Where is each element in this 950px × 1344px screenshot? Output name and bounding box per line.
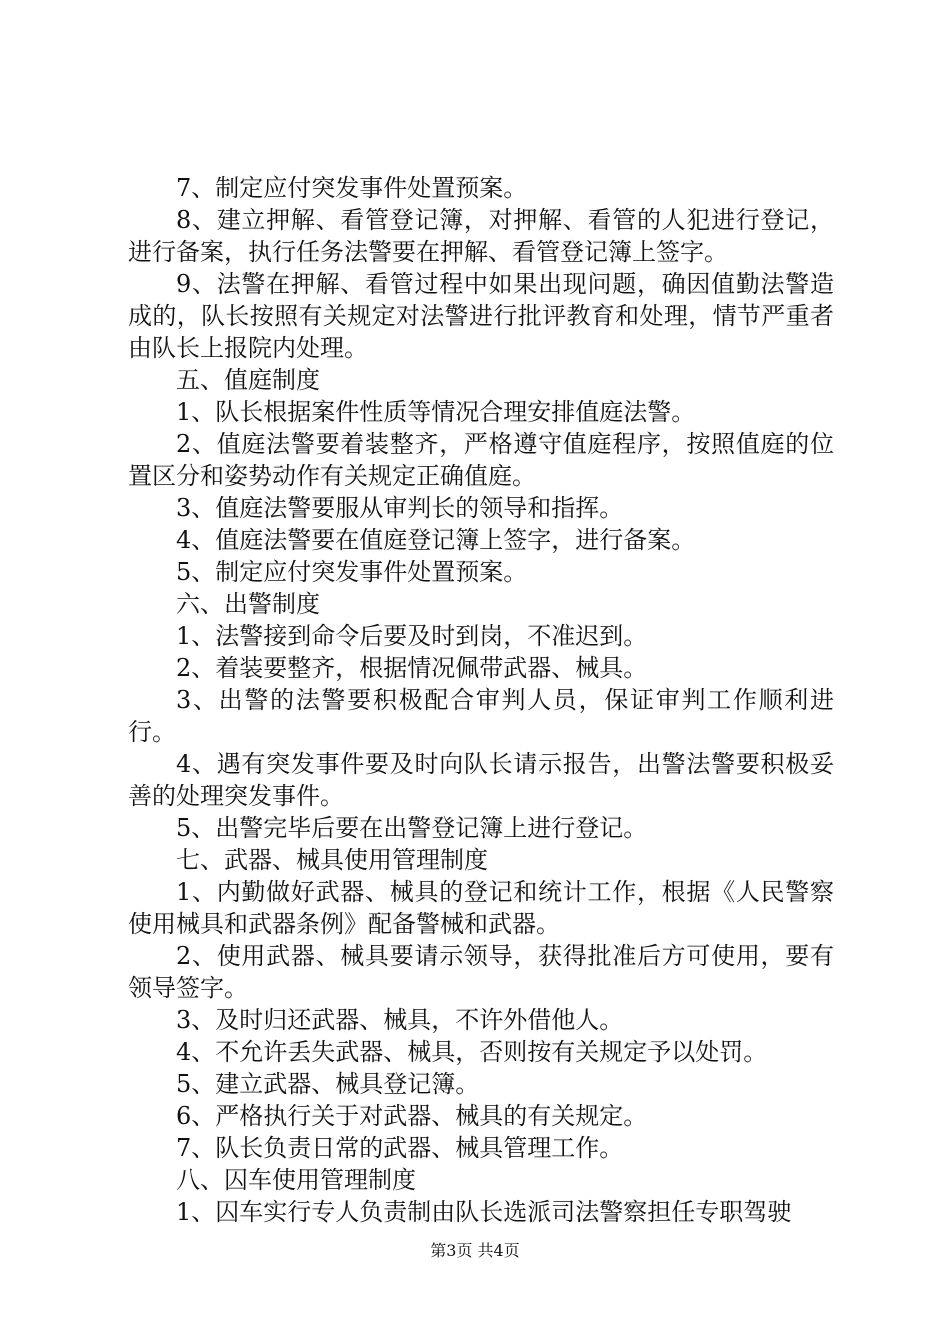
paragraph: 1、队长根据案件性质等情况合理安排值庭法警。	[176, 398, 696, 426]
section-heading: 六、出警制度	[176, 590, 320, 618]
paragraph: 5、出警完毕后要在出警登记簿上进行登记。	[176, 814, 648, 842]
paragraph: 3、值庭法警要服从审判长的领导和指挥。	[176, 494, 624, 522]
paragraph: 8、建立押解、看管登记簿，对押解、看管的人犯进行登记，进行备案，执行任务法警要在押解、看管登记簿上签字。	[128, 206, 834, 266]
paragraph: 3、出警的法警要积极配合审判人员，保证审判工作顺利进行。	[128, 686, 834, 746]
paragraph: 4、不允许丢失武器、械具，否则按有关规定予以处罚。	[176, 1038, 768, 1066]
document-body	[128, 172, 834, 1228]
paragraph: 2、着装要整齐，根据情况佩带武器、械具。	[176, 654, 648, 682]
paragraph: 7、队长负责日常的武器、械具管理工作。	[176, 1134, 624, 1162]
paragraph: 5、建立武器、械具登记簿。	[176, 1070, 480, 1098]
paragraph: 4、值庭法警要在值庭登记簿上签字，进行备案。	[176, 526, 696, 554]
section-heading: 八、囚车使用管理制度	[176, 1166, 416, 1194]
paragraph: 4、遇有突发事件要及时向队长请示报告，出警法警要积极妥善的处理突发事件。	[128, 750, 834, 810]
section-heading: 七、武器、械具使用管理制度	[176, 846, 488, 874]
paragraph: 5、制定应付突发事件处置预案。	[176, 558, 528, 586]
paragraph: 9、法警在押解、看管过程中如果出现问题，确因值勤法警造成的，队长按照有关规定对法警进行批评教育和处理，情节严重者由队长上报院内处理。	[128, 270, 834, 362]
page-footer: 第3页 共4页	[430, 1241, 520, 1260]
paragraph: 1、囚车实行专人负责制由队长选派司法警察担任专职驾驶	[176, 1198, 792, 1226]
section-heading: 五、值庭制度	[176, 366, 320, 394]
paragraph: 2、值庭法警要着装整齐，严格遵守值庭程序，按照值庭的位置区分和姿势动作有关规定正确值庭。	[128, 430, 834, 490]
paragraph: 6、严格执行关于对武器、械具的有关规定。	[176, 1102, 648, 1130]
paragraph: 3、及时归还武器、械具，不许外借他人。	[176, 1006, 624, 1034]
paragraph: 7、制定应付突发事件处置预案。	[176, 174, 528, 202]
paragraph: 1、法警接到命令后要及时到岗，不准迟到。	[176, 622, 648, 650]
paragraph: 2、使用武器、械具要请示领导，获得批准后方可使用，要有领导签字。	[128, 942, 834, 1002]
paragraph: 1、内勤做好武器、械具的登记和统计工作，根据《人民警察使用械具和武器条例》配备警械和武器。	[128, 878, 834, 938]
